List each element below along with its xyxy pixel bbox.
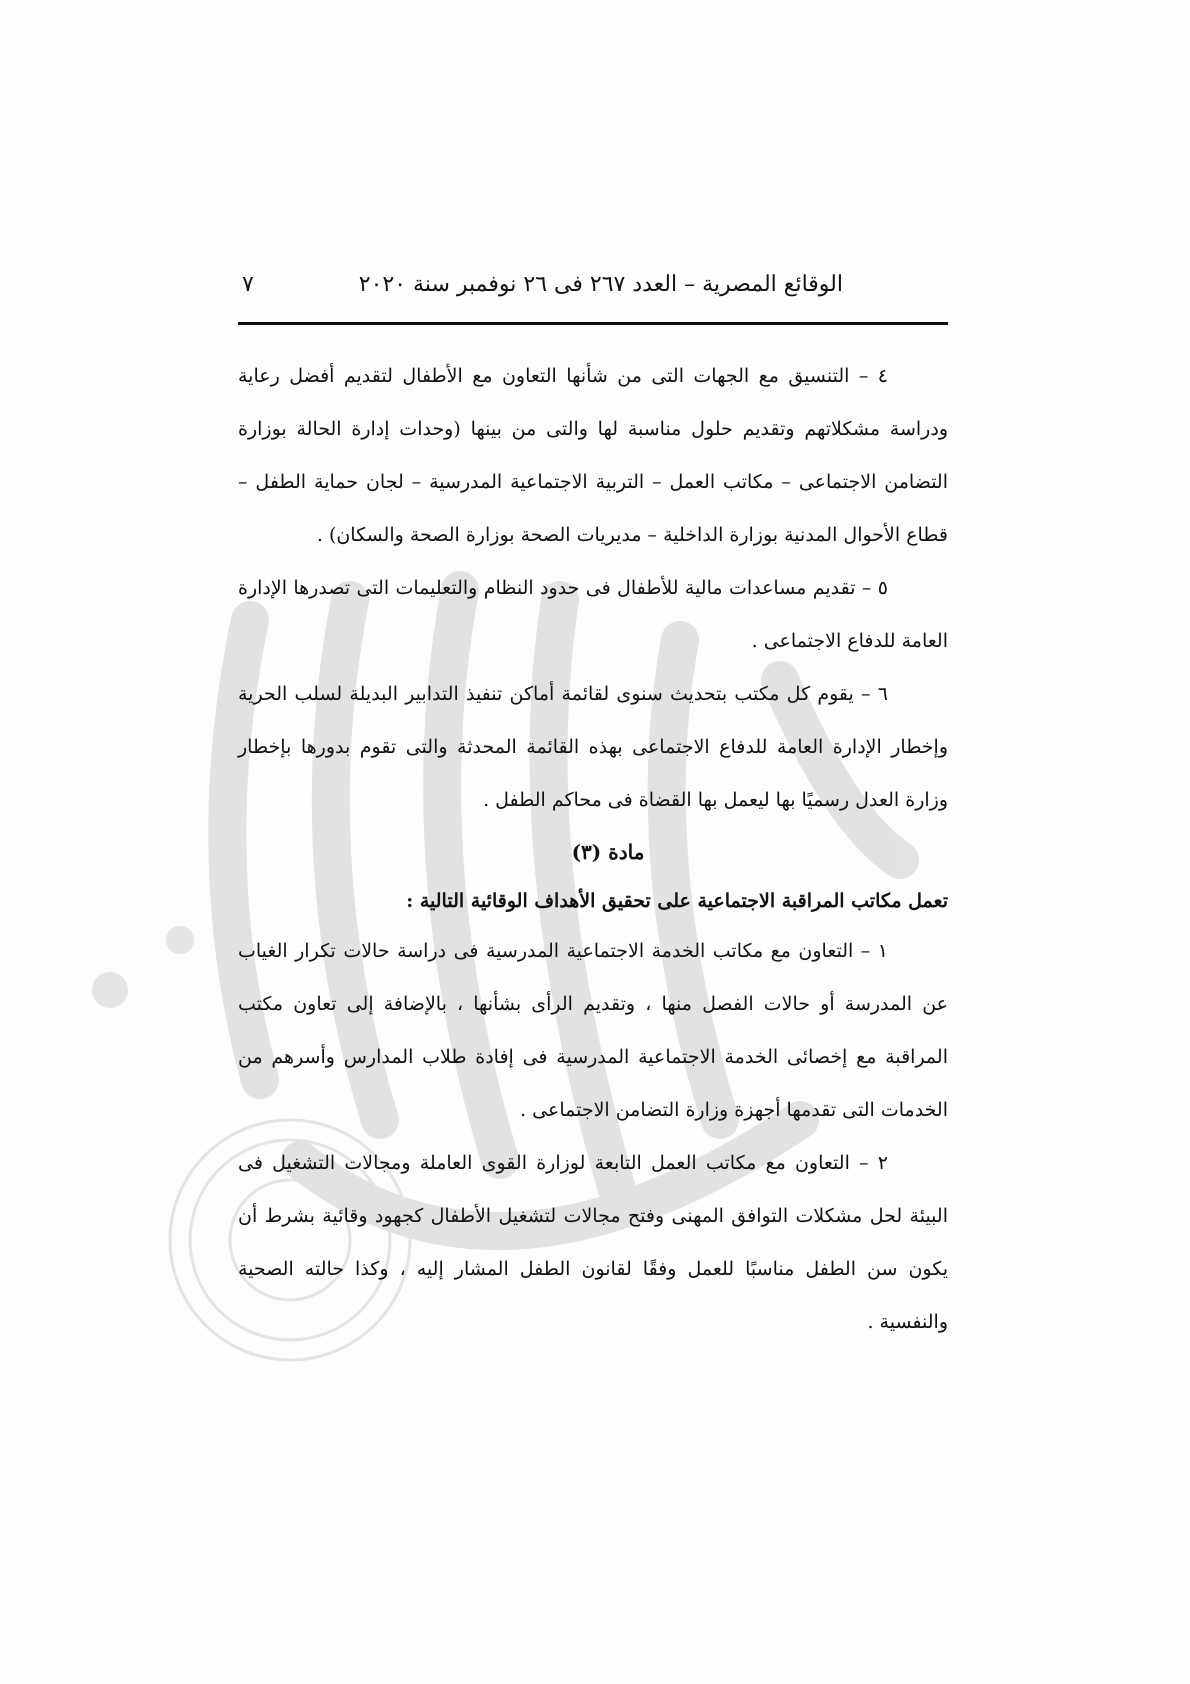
- paragraph: ١ – التعاون مع مكاتب الخدمة الاجتماعية المدرسية فى دراسة حالات تكرار الغياب عن المدرسة أو حالات الفصل منها ، وتقديم الرأى بشأنها ، بالإضافة إلى تعاون مكتب المراقبة مع إخصائى الخدمة الاجتماعية المدرسية فى إفادة طلاب المدارس وأسرهم من الخدمات التى تقدمها أجهزة وزارة التضامن الاجتماعى .: [238, 940, 948, 1121]
- paragraph: ٥ – تقديم مساعدات مالية للأطفال فى حدود النظام والتعليمات التى تصدرها الإدارة العامة للدفاع الاجتماعى .: [238, 577, 948, 652]
- document-body: [238, 350, 948, 1349]
- article-heading: مادة (٣): [571, 840, 645, 864]
- article-lead: تعمل مكاتب المراقبة الاجتماعية على تحقيق الأهداف الوقائية التالية :: [406, 890, 948, 912]
- header-divider: [238, 322, 948, 325]
- paragraph: ٤ – التنسيق مع الجهات التى من شأنها التعاون مع الأطفال لتقديم أفضل رعاية ودراسة مشكلاتهم وتقديم حلول مناسبة لها والتى من بينها (وحدات إدارة الحالة بوزارة التضامن الاجتماعى – مكاتب العمل – التربية الاجتماعية المدرسية – لجان حماية الطفل – قطاع الأحوال المدنية بوزارة الداخلية – مديريات الصحة بوزارة الصحة والسكان) .: [238, 365, 948, 546]
- page-number: ٧: [242, 272, 254, 297]
- gazette-title: الوقائع المصرية – العدد ٢٦٧ فى ٢٦ نوفمبر سنة ٢٠٢٠: [358, 272, 843, 297]
- page-header: [238, 272, 948, 312]
- paragraph: ٢ – التعاون مع مكاتب العمل التابعة لوزارة القوى العاملة ومجالات التشغيل فى البيئة لحل مشكلات التوافق المهنى وفتح مجالات لتشغيل الأطفال كجهود وقائية بشرط أن يكون سن الطفل مناسبًا للعمل وفقًا لقانون الطفل المشار إليه ، وكذا حالته الصحية والنفسية .: [238, 1152, 948, 1333]
- paragraph: ٦ – يقوم كل مكتب بتحديث سنوى لقائمة أماكن تنفيذ التدابير البديلة لسلب الحرية وإخطار الإدارة العامة للدفاع الاجتماعى بهذه القائمة المحدثة والتى تقوم بدورها بإخطار وزارة العدل رسميًا بها ليعمل بها القضاة فى محاكم الطفل .: [238, 683, 948, 811]
